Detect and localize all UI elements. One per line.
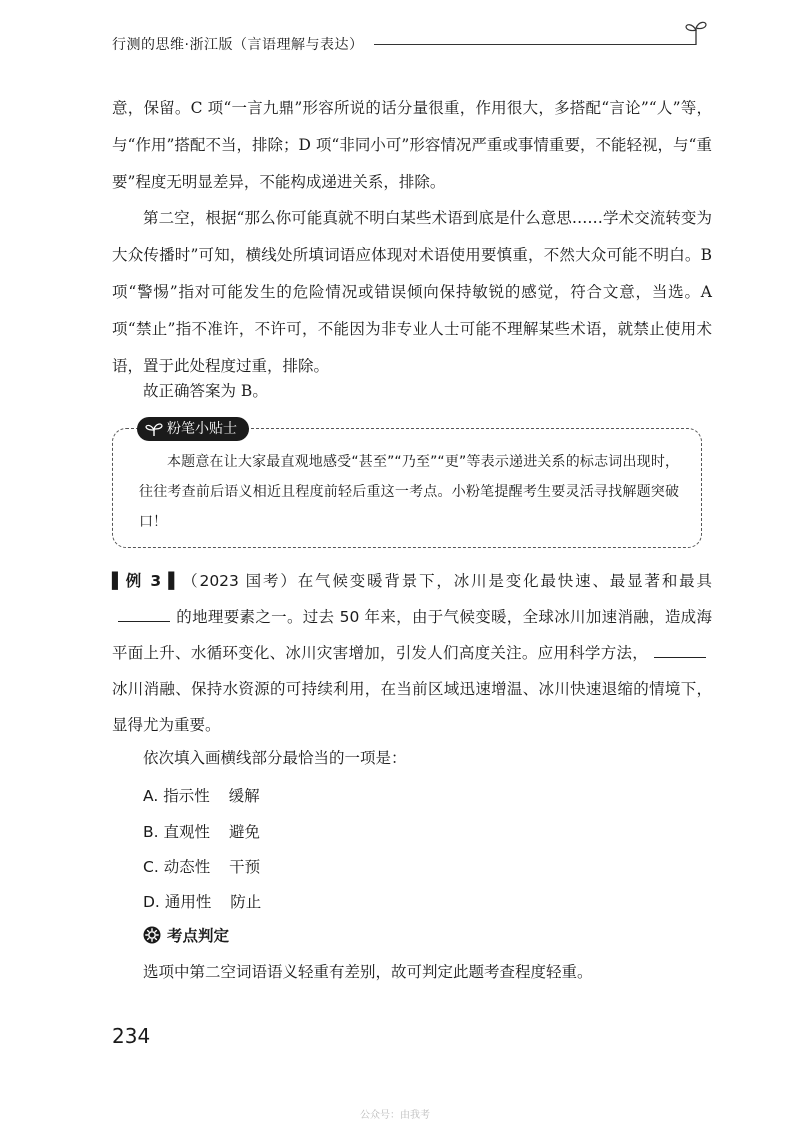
- example-3-passage: [112, 563, 712, 743]
- tip-text: 本题意在让大家最直观地感受“甚至”“乃至”“更”等表示递进关系的标志词出现时，往往考查前后语义相近且程度前轻后重这一考点。小粉笔提醒考生要灵活寻找解题突破口！: [139, 454, 679, 530]
- kaodian-text: 选项中第二空词语语义轻重有差别，故可判定此题考查程度轻重。: [143, 963, 593, 981]
- blank-2: [654, 643, 706, 658]
- option-letter: C.: [143, 858, 159, 876]
- option-b: [143, 820, 260, 842]
- paragraph-answer: 故正确答案为 B。: [143, 382, 268, 400]
- gear-icon: [143, 926, 161, 944]
- kaodian-heading-text: 考点判定: [167, 927, 230, 945]
- paragraph-option-analysis: 意，保留。C 项“一言九鼎”形容所说的话分量很重，作用很大，多搭配“言论”“人”等，与“作用”搭配不当，排除；D 项“非同小可”形容情况严重或事情重要，不能轻视，与“重要”程度无明显差异，不能构成递进关系，排除。: [112, 99, 712, 191]
- running-header: [112, 34, 712, 58]
- example-text-a: 在气候变暖背景下，冰川是变化最快速、最显著和最具: [297, 572, 713, 590]
- option-word-1: 直观性: [163, 823, 211, 841]
- example-label: ▌例 3 ▌: [112, 572, 181, 590]
- sprout-icon: [684, 18, 708, 46]
- tip-box: [112, 421, 702, 548]
- kaodian-heading: [143, 924, 229, 946]
- blank-1: [118, 607, 170, 622]
- watermark: 公众号：由我考: [360, 1110, 430, 1121]
- example-text-c: 冰川消融、保持水资源的可持续利用，在当前区域迅速增温、冰川快速退缩的情境下，显得尤为重要。: [112, 680, 712, 734]
- page-number: 234: [112, 1024, 151, 1048]
- example-source: （2023 国考）: [180, 572, 298, 590]
- sprout-icon: [145, 421, 163, 437]
- option-letter: A.: [143, 787, 159, 805]
- option-word-1: 指示性: [163, 787, 210, 805]
- question-stem: 依次填入画横线部分最恰当的一项是：: [143, 749, 407, 767]
- option-word-2: 避免: [228, 823, 260, 841]
- option-a: [143, 784, 260, 806]
- option-word-2: 缓解: [228, 787, 260, 805]
- paragraph-second-blank: 第二空，根据“那么你可能真就不明白某些术语到底是什么意思……学术交流转变为大众传播时”可知，横线处所填词语应体现对术语使用要慎重，不然大众可能不明白。B 项“警惕”指对可能发生的危险情况或错误倾向保持敏锐的感觉，符合文意，当选。A 项“禁止”指不准许，不许可，不能因为非专业人士可能不理解某些术语，就禁止使用术语，置于此处程度过重，排除。: [112, 209, 712, 375]
- option-word-2: 防止: [230, 893, 262, 911]
- header-rule: [374, 44, 696, 45]
- option-d: [143, 890, 261, 912]
- tip-badge: [137, 417, 249, 441]
- option-word-1: 通用性: [164, 893, 212, 911]
- header-title: 行测的思维·浙江版（言语理解与表达）: [112, 37, 364, 53]
- example-text-b: 的地理要素之一。过去 50 年来，由于气候变暖，全球冰川加速消融，造成海平面上升、水循环变化、冰川灾害增加，引发人们高度关注。应用科学方法，: [112, 608, 712, 662]
- option-word-1: 动态性: [163, 858, 211, 876]
- option-c: [143, 855, 260, 877]
- tip-badge-label: 粉笔小贴士: [167, 421, 237, 437]
- option-word-2: 干预: [229, 858, 261, 876]
- option-letter: D.: [143, 893, 160, 911]
- option-letter: B.: [143, 823, 159, 841]
